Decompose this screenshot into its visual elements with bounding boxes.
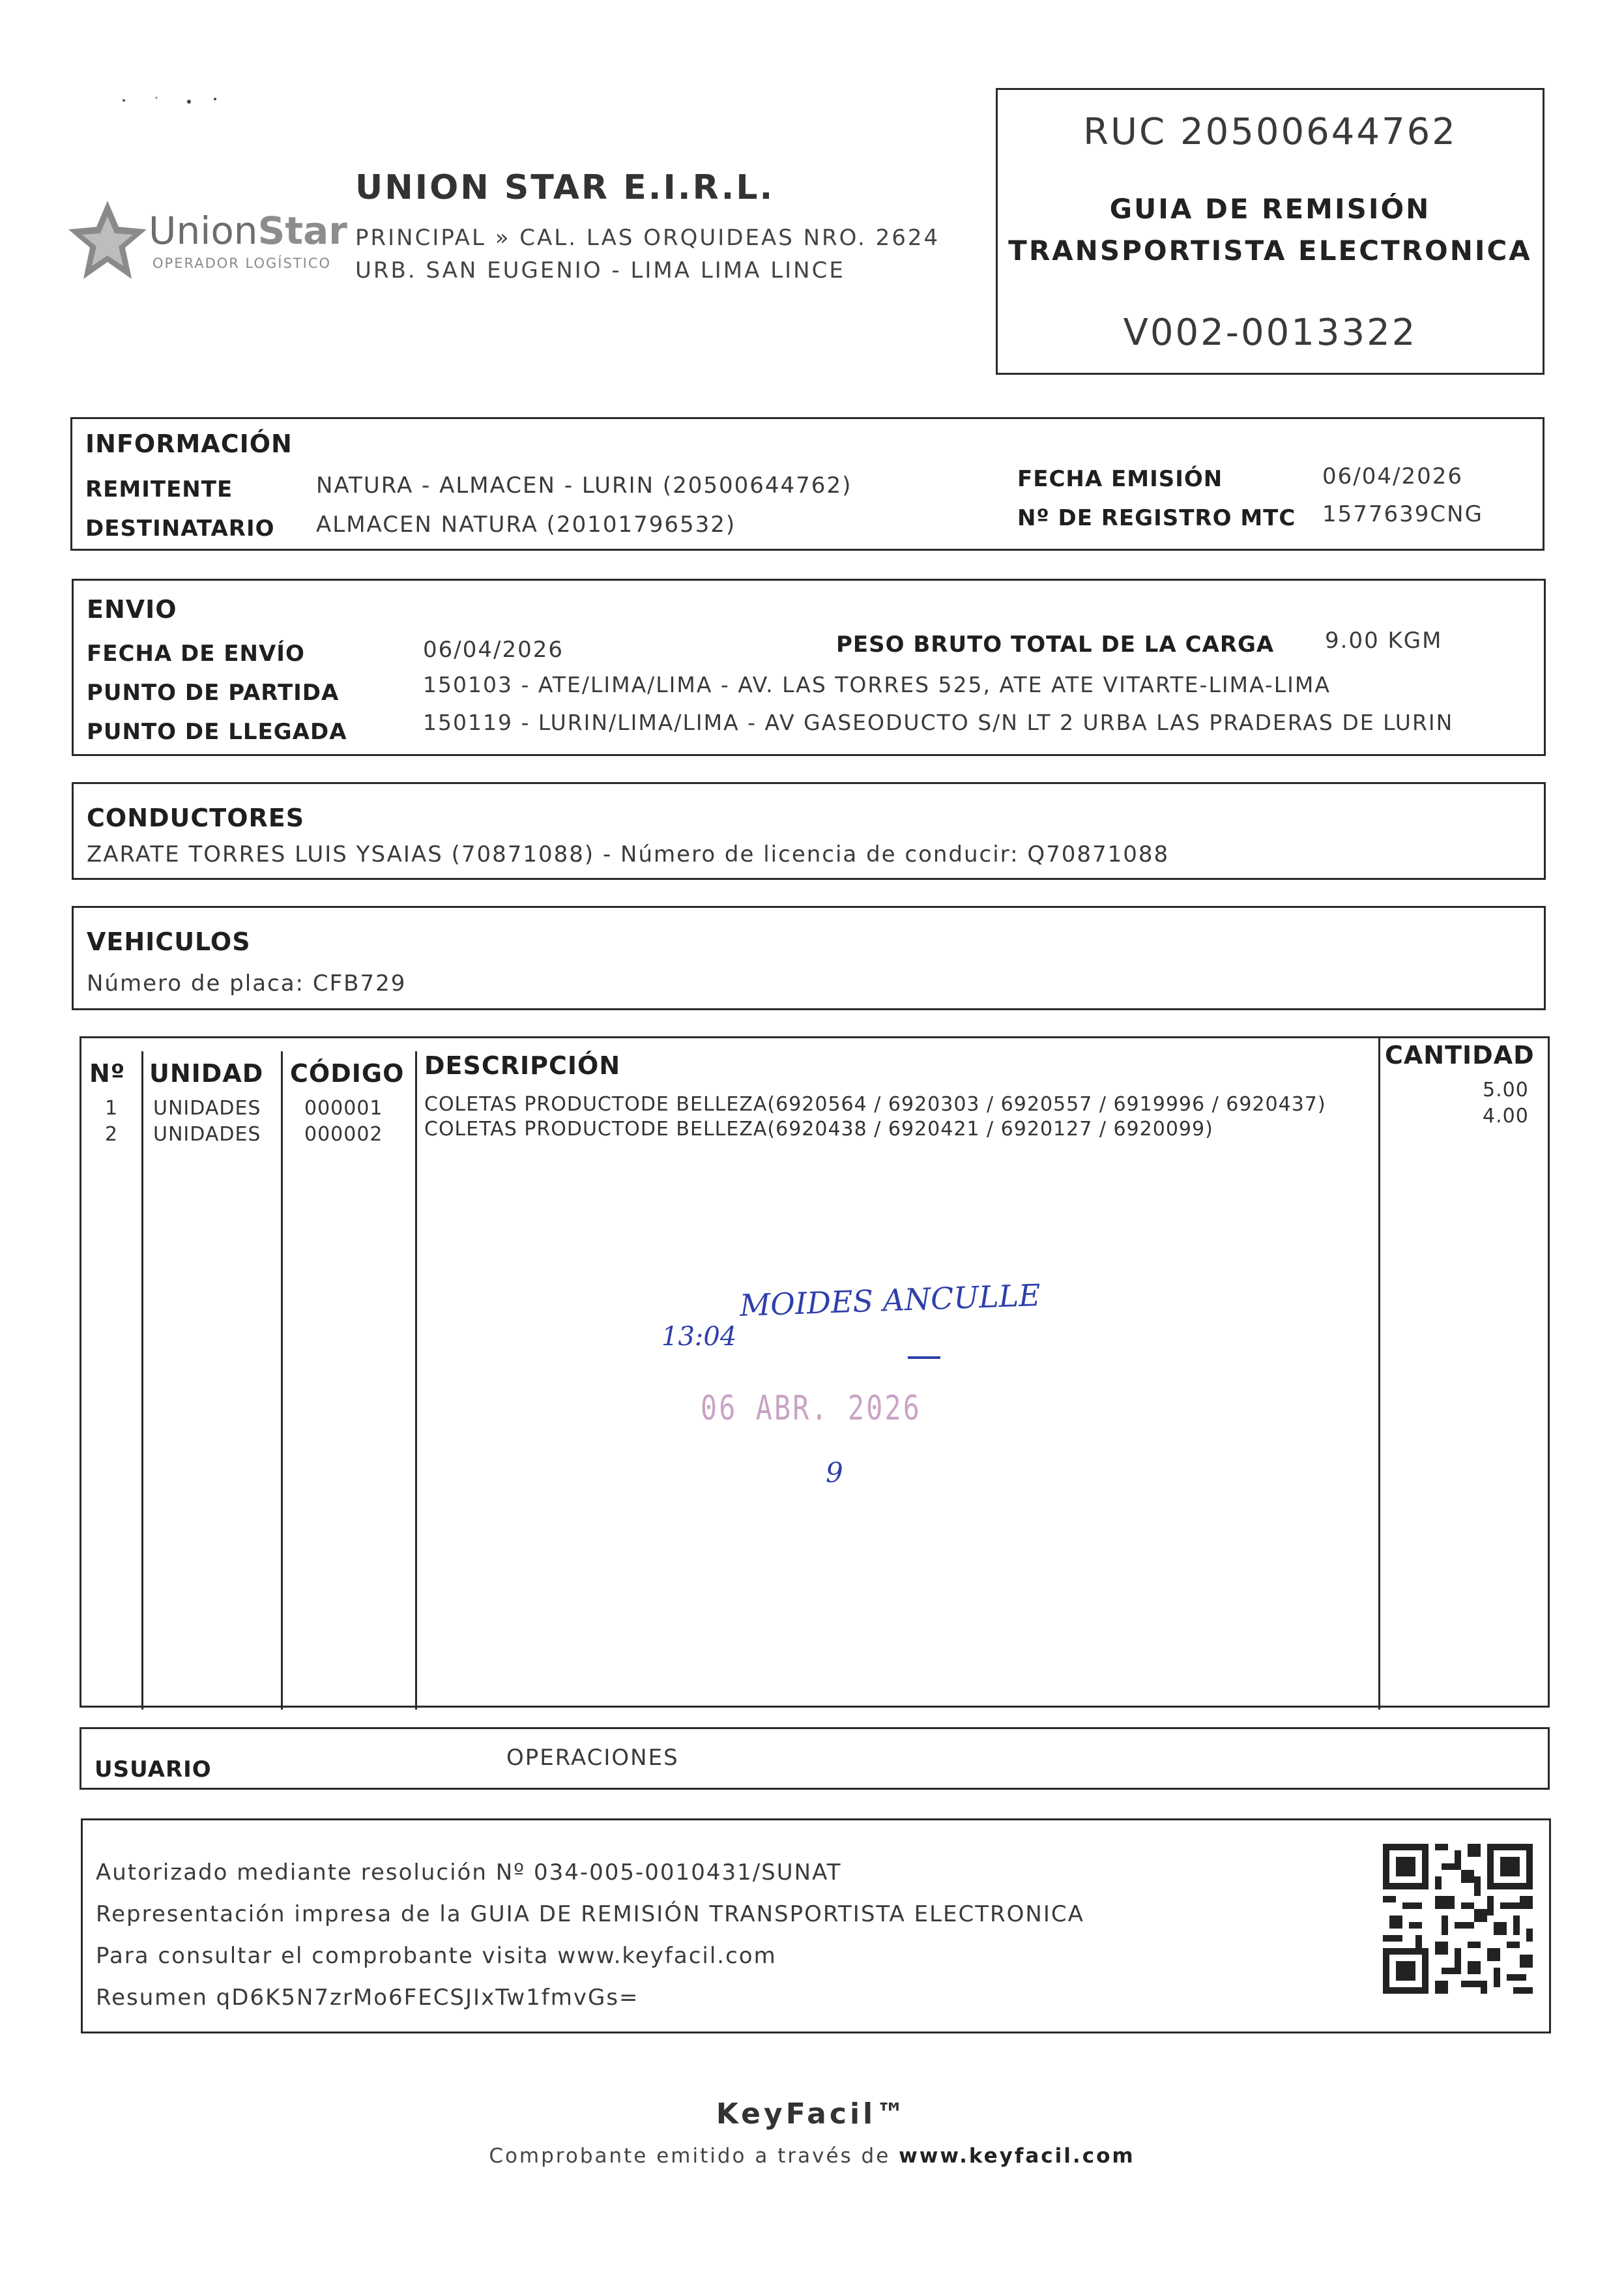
punto-llegada-label: PUNTO DE LLEGADA	[87, 719, 347, 745]
handwritten-time: 13:04	[661, 1322, 737, 1352]
punto-llegada-value: 150119 - LURIN/LIMA/LIMA - AV GASEODUCTO S/N LT 2 URBA LAS PRADERAS DE LURIN	[423, 710, 1454, 735]
company-name: UNION STAR E.I.R.L.	[355, 168, 775, 207]
peso-bruto-value: 9.00 KGM	[1325, 628, 1443, 654]
qr-code-icon	[1383, 1844, 1533, 1994]
keyfacil-site-link[interactable]: www.keyfacil.com	[899, 2144, 1135, 2168]
destinatario-label: DESTINATARIO	[85, 516, 275, 542]
document-id-box	[996, 88, 1544, 375]
fecha-envio-value: 06/04/2026	[423, 637, 564, 663]
conductores-section	[72, 782, 1546, 880]
received-date-stamp: 06 ABR. 2026	[701, 1389, 921, 1428]
ruc-number: RUC 20500644762	[1083, 111, 1457, 153]
authorization-line3: Para consultar el comprobante visita www.keyfacil.com	[96, 1943, 777, 1969]
keyfacil-tagline-prefix: Comprobante emitido a través de	[489, 2144, 899, 2168]
keyfacil-tagline	[0, 2144, 1624, 2168]
vehiculos-value: Número de placa: CFB729	[87, 970, 407, 997]
envio-section	[72, 579, 1546, 756]
col-divider	[1378, 1038, 1380, 1710]
remitente-label: REMITENTE	[85, 476, 233, 503]
authorization-line1: Autorizado mediante resolución Nº 034-005-0010431/SUNAT	[96, 1859, 842, 1886]
conductores-heading: CONDUCTORES	[87, 804, 305, 832]
row2-descripcion: COLETAS PRODUCTODE BELLEZA(6920438 / 6920421 / 6920127 / 6920099)	[424, 1118, 1213, 1141]
informacion-section	[70, 417, 1544, 551]
row2-num: 2	[105, 1123, 119, 1146]
usuario-section	[80, 1727, 1550, 1790]
col-divider	[281, 1051, 283, 1710]
star-logo-icon	[65, 196, 150, 287]
authorization-box	[81, 1818, 1551, 2033]
row1-num: 1	[105, 1097, 119, 1120]
header-num: Nº	[89, 1059, 126, 1088]
col-divider	[415, 1051, 417, 1710]
scan-specks	[117, 91, 235, 117]
row1-codigo: 000001	[304, 1097, 383, 1120]
doc-title-line2: TRANSPORTISTA ELECTRONICA	[1008, 235, 1532, 267]
authorization-line2: Representación impresa de la GUIA DE REMISIÓN TRANSPORTISTA ELECTRONICA	[96, 1901, 1084, 1927]
envio-heading: ENVIO	[87, 595, 177, 624]
informacion-heading: INFORMACIÓN	[85, 430, 293, 458]
fecha-emision-label: FECHA EMISIÓN	[1017, 466, 1223, 492]
row1-cantidad: 5.00	[1483, 1079, 1529, 1101]
header-unidad: UNIDAD	[149, 1059, 264, 1088]
handwritten-name: MOIDES ANCULLE	[739, 1277, 1041, 1324]
keyfacil-brand: KeyFacil™	[716, 2097, 908, 2131]
company-address-line2: URB. SAN EUGENIO - LIMA LIMA LINCE	[355, 257, 845, 284]
punto-partida-label: PUNTO DE PARTIDA	[87, 680, 340, 706]
registro-mtc-value: 1577639CNG	[1322, 501, 1483, 527]
row2-unidad: UNIDADES	[153, 1123, 261, 1146]
items-table	[80, 1036, 1550, 1708]
logo-tagline: OPERADOR LOGÍSTICO	[152, 255, 332, 271]
vehiculos-section	[72, 906, 1546, 1010]
company-address-line1: PRINCIPAL » CAL. LAS ORQUIDEAS NRO. 2624	[355, 225, 940, 251]
handwritten-number: 9	[826, 1457, 843, 1489]
logo-word-union: Union	[149, 209, 258, 253]
row2-cantidad: 4.00	[1483, 1105, 1529, 1128]
punto-partida-value: 150103 - ATE/LIMA/LIMA - AV. LAS TORRES 525, ATE ATE VITARTE-LIMA-LIMA	[423, 672, 1331, 697]
header-descripcion: DESCRIPCIÓN	[424, 1051, 621, 1080]
fecha-emision-value: 06/04/2026	[1322, 463, 1463, 489]
logo-word-star: Star	[257, 209, 347, 253]
registro-mtc-label: Nº DE REGISTRO MTC	[1017, 505, 1296, 531]
usuario-label: USUARIO	[94, 1756, 212, 1783]
col-divider	[141, 1051, 143, 1710]
row1-unidad: UNIDADES	[153, 1097, 261, 1120]
doc-title-line1: GUIA DE REMISIÓN	[1109, 193, 1431, 225]
authorization-line4: Resumen qD6K5N7zrMo6FECSJIxTw1fmvGs=	[96, 1985, 639, 2011]
row2-codigo: 000002	[304, 1123, 383, 1146]
remitente-value: NATURA - ALMACEN - LURIN (20500644762)	[316, 473, 852, 499]
vehiculos-heading: VEHICULOS	[87, 927, 251, 956]
row1-descripcion: COLETAS PRODUCTODE BELLEZA(6920564 / 6920303 / 6920557 / 6919996 / 6920437)	[424, 1093, 1326, 1116]
company-logo	[65, 196, 347, 287]
doc-number: V002-0013322	[1123, 312, 1417, 354]
usuario-value: OPERACIONES	[506, 1745, 679, 1771]
peso-bruto-label: PESO BRUTO TOTAL DE LA CARGA	[836, 632, 1275, 658]
handwritten-dash	[908, 1356, 940, 1359]
destinatario-value: ALMACEN NATURA (20101796532)	[316, 512, 736, 538]
fecha-envio-label: FECHA DE ENVÍO	[87, 641, 305, 667]
conductores-value: ZARATE TORRES LUIS YSAIAS (70871088) - Número de licencia de conducir: Q70871088	[87, 841, 1170, 867]
header-codigo: CÓDIGO	[290, 1059, 405, 1088]
header-cantidad: CANTIDAD	[1385, 1041, 1535, 1070]
